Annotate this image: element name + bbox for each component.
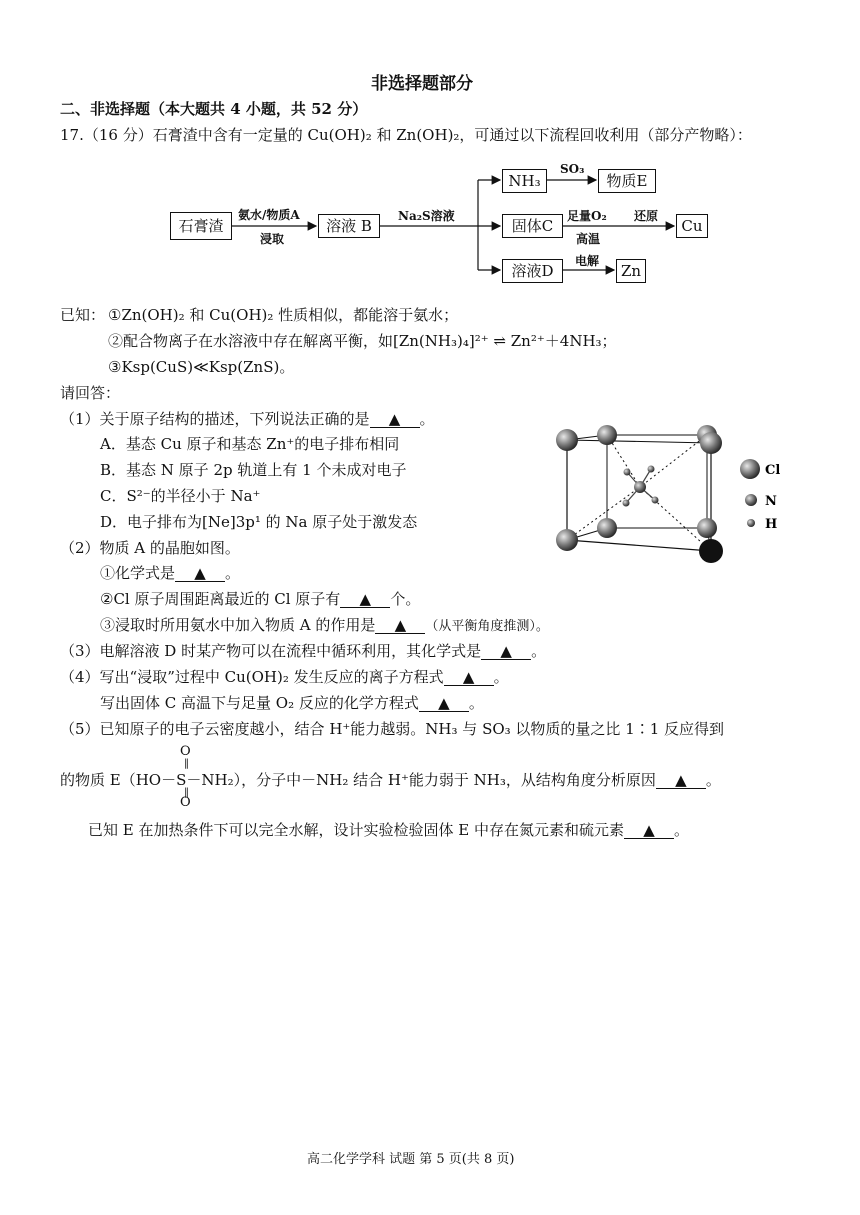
q4-line2 xyxy=(100,693,484,713)
page-footer: 高二化学学科 试题 第 5 页(共 8 页) xyxy=(307,1152,515,1167)
q1-option-b: B．基态 N 原子 2p 轨道上有 1 个未成对电子 xyxy=(100,461,407,479)
q4-line2-text: 写出固体 C 高温下与足量 O₂ 反应的化学方程式 xyxy=(100,694,419,712)
q2-sub1-end: 。 xyxy=(225,564,241,582)
q5-answer-blank-1[interactable] xyxy=(656,772,706,789)
q5-answer-blank-2[interactable] xyxy=(624,822,674,839)
q4-stem-text: （4）写出“浸取”过程中 Cu(OH)₂ 发生反应的离子方程式 xyxy=(60,668,444,686)
blank-mark: ▲ xyxy=(500,642,512,660)
blank-mark: ▲ xyxy=(359,590,372,608)
node-gypsum-residue: 石膏渣 xyxy=(170,212,232,240)
label-electrolysis: 电解 xyxy=(575,254,600,268)
flow-arrows xyxy=(0,0,860,300)
node-solid-C: 固体C xyxy=(502,214,563,238)
q5-line2-pre: 的物质 E（HO－ xyxy=(60,771,177,789)
q5-sulfur: S xyxy=(176,771,187,789)
q2-sub1-text: ①化学式是 xyxy=(100,564,176,582)
q4-answer-blank-2[interactable] xyxy=(419,695,469,712)
section-title: 非选择题部分 xyxy=(371,74,473,94)
q5-line3 xyxy=(88,820,689,840)
q5-bottom-double-bond: ‖ xyxy=(184,787,189,798)
q2-sub1 xyxy=(100,563,240,583)
q2-sub2 xyxy=(100,589,420,609)
q1-option-a: A．基态 Cu 原子和基态 Zn⁺的电子排布相同 xyxy=(100,435,400,453)
q1-stem-end: 。 xyxy=(419,410,435,428)
q3-stem-end: 。 xyxy=(531,642,547,660)
q5-top-double-bond: ‖ xyxy=(184,758,189,769)
q1-answer-blank[interactable] xyxy=(370,411,420,428)
label-Na2S: Na₂S溶液 xyxy=(398,209,455,223)
q2-sub3 xyxy=(100,615,549,637)
blank-mark: ▲ xyxy=(643,821,655,839)
q2-sub2-end: 个。 xyxy=(390,590,421,608)
known-1: ①Zn(OH)₂ 和 Cu(OH)₂ 性质相似，都能溶于氨水； xyxy=(108,306,459,324)
q1-stem xyxy=(60,409,435,429)
node-Zn: Zn xyxy=(616,259,646,283)
crystal-unit-cell-figure xyxy=(545,405,790,580)
q3-stem-text: （3）电解溶液 D 时某产物可以在流程中循环利用，其化学式是 xyxy=(60,642,482,660)
q2-sub1-blank[interactable] xyxy=(175,565,225,582)
legend-cl-label: Cl xyxy=(765,463,781,478)
known-2: ②配合物离子在水溶液中存在解离平衡，如[Zn(NH₃)₄]²⁺ ⇌ Zn²⁺＋4NH₃； xyxy=(108,332,617,350)
q4-answer-blank-1[interactable] xyxy=(444,669,494,686)
q5-line3-text: 已知 E 在加热条件下可以完全水解，设计实验检验固体 E 中存在氮元素和硫元素 xyxy=(88,821,624,839)
node-solution-D: 溶液D xyxy=(502,259,563,283)
q5-line3-end: 。 xyxy=(673,821,689,839)
q1-option-d: D．电子排布为[Ne]3p¹ 的 Na 原子处于激发态 xyxy=(100,513,418,531)
q2-sub2-text: ②Cl 原子周围距离最近的 Cl 原子有 xyxy=(100,590,341,608)
node-Cu: Cu xyxy=(676,214,708,238)
label-reduction: 还原 xyxy=(634,209,659,223)
label-ammonia-A: 氨水/物质A xyxy=(238,208,300,222)
q3-stem xyxy=(60,641,546,661)
legend-h-label: H xyxy=(765,517,778,532)
blank-mark: ▲ xyxy=(462,668,475,686)
blank-mark: ▲ xyxy=(675,771,687,789)
q2-sub3-end: （从平衡角度推测）。 xyxy=(425,619,549,634)
label-high-temp: 高温 xyxy=(576,232,601,246)
q1-stem-text: （1）关于原子结构的描述，下列说法正确的是 xyxy=(60,410,370,428)
known-intro: 已知： xyxy=(60,306,106,324)
q5-bottom-oxygen: O xyxy=(180,795,191,810)
q5-line2-end: 。 xyxy=(705,771,721,789)
node-solution-B: 溶液 B xyxy=(318,214,380,238)
q4-stem xyxy=(60,667,509,687)
blank-mark: ▲ xyxy=(438,694,450,712)
q4-line2-end: 。 xyxy=(468,694,484,712)
q3-answer-blank[interactable] xyxy=(481,643,531,660)
q5-line1: （5）已知原子的电子云密度越小，结合 H⁺能力越弱。NH₃ 与 SO₃ 以物质的量之比 1∶1 反应得到 xyxy=(60,720,725,738)
label-excess-O2: 足量O₂ xyxy=(567,209,607,223)
legend-n-label: N xyxy=(765,494,777,509)
q5-line2-mid: －NH₂），分子中－NH₂ 结合 H⁺能力弱于 NH₃，从结构角度分析原因 xyxy=(186,771,656,789)
q2-sub2-blank[interactable] xyxy=(340,591,390,608)
part-heading: 二、非选择题（本大题共 4 小题，共 52 分） xyxy=(60,100,368,118)
label-SO3: SO₃ xyxy=(560,162,585,176)
blank-mark: ▲ xyxy=(194,564,206,582)
q5-line2 xyxy=(60,770,721,790)
q2-sub3-blank[interactable] xyxy=(375,617,425,634)
label-leaching: 浸取 xyxy=(260,232,285,246)
q2-stem: （2）物质 A 的晶胞如图。 xyxy=(60,539,240,557)
blank-mark: ▲ xyxy=(394,616,407,634)
q4-stem-end: 。 xyxy=(493,668,509,686)
node-NH3: NH₃ xyxy=(502,169,547,193)
blank-mark: ▲ xyxy=(388,410,401,428)
node-substance-E: 物质E xyxy=(598,169,656,193)
answer-prompt: 请回答： xyxy=(60,384,121,402)
known-3: ③Ksp(CuS)≪Ksp(ZnS)。 xyxy=(108,358,295,376)
q5-top-oxygen: O xyxy=(180,744,191,759)
question-17-intro: 17.（16 分）石膏渣中含有一定量的 Cu(OH)₂ 和 Zn(OH)₂，可通过以下流程回收利用（部分产物略）： xyxy=(60,126,752,144)
q1-option-c: C．S²⁻的半径小于 Na⁺ xyxy=(100,487,261,505)
q2-sub3-text: ③浸取时所用氨水中加入物质 A 的作用是 xyxy=(100,616,376,634)
